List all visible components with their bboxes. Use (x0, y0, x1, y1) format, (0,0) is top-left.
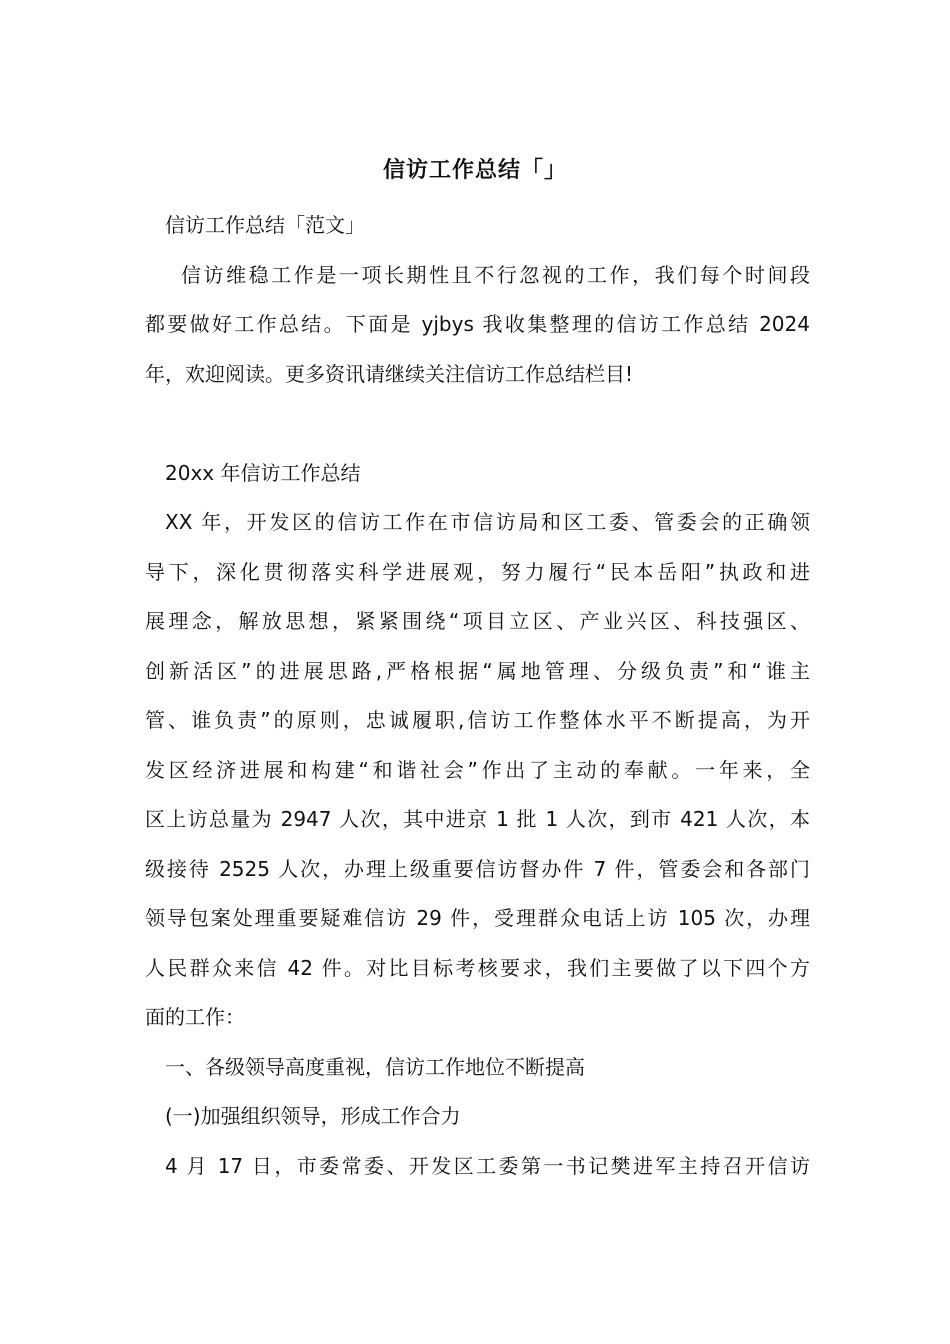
paragraph-line: 年，欢迎阅读。更多资讯请继续关注信访工作总结栏目! (145, 361, 634, 386)
paragraph-line: 面的工作： (145, 1005, 245, 1029)
paragraph-line: 级接待 2525 人次，办理上级重要信访督办件 7 件，管委会和各部门 (145, 856, 810, 881)
paragraph-line: 人民群众来信 42 件。对比目标考核要求，我们主要做了以下四个方 (145, 955, 810, 980)
paragraph-line: 展理念，解放思想，紧紧围绕“项目立区、产业兴区、科技强区、 (145, 609, 810, 633)
document-title: 信访工作总结「」 (382, 158, 567, 183)
subsection-heading: (一)加强组织领导，形成工作合力 (165, 1104, 461, 1128)
paragraph-line: XX 年，开发区的信访工作在市信访局和区工委、管委会的正确领 (165, 510, 810, 534)
blank-line (145, 404, 810, 454)
paragraph-line: 区上访总量为 2947 人次，其中进京 1 批 1 人次，到市 421 人次，本 (145, 807, 810, 831)
paragraph-line: 都要做好工作总结。下面是 yjbys 我收集整理的信访工作总结 2024 (145, 312, 810, 336)
section-heading: 20xx 年信访工作总结 (165, 460, 361, 485)
paragraph-line: 管、谁负责”的原则，忠诚履职,信访工作整体水平不断提高，为开 (145, 708, 810, 732)
section-heading: 一、各级领导高度重视，信访工作地位不断提高 (165, 1054, 585, 1079)
paragraph-line: 4 月 17 日，市委常委、开发区工委第一书记樊进军主持召开信访 (165, 1153, 810, 1178)
paragraph-line: 创新活区”的进展思路,严格根据“属地管理、分级负责”和“谁主 (145, 658, 810, 683)
subtitle-line: 信访工作总结「范文」 (165, 213, 365, 237)
paragraph-line: 导下，深化贯彻落实科学进展观，努力履行“民本岳阳”执政和进 (145, 559, 810, 584)
paragraph-line: 发区经济进展和构建“和谐社会”作出了主动的奉献。一年来，全 (145, 757, 810, 782)
document-body (145, 206, 810, 1196)
paragraph-line: 信访维稳工作是一项长期性且不行忽视的工作，我们每个时间段 (181, 262, 810, 287)
paragraph-line: 领导包案处理重要疑难信访 29 件，受理群众电话上访 105 次，办理 (145, 906, 810, 930)
